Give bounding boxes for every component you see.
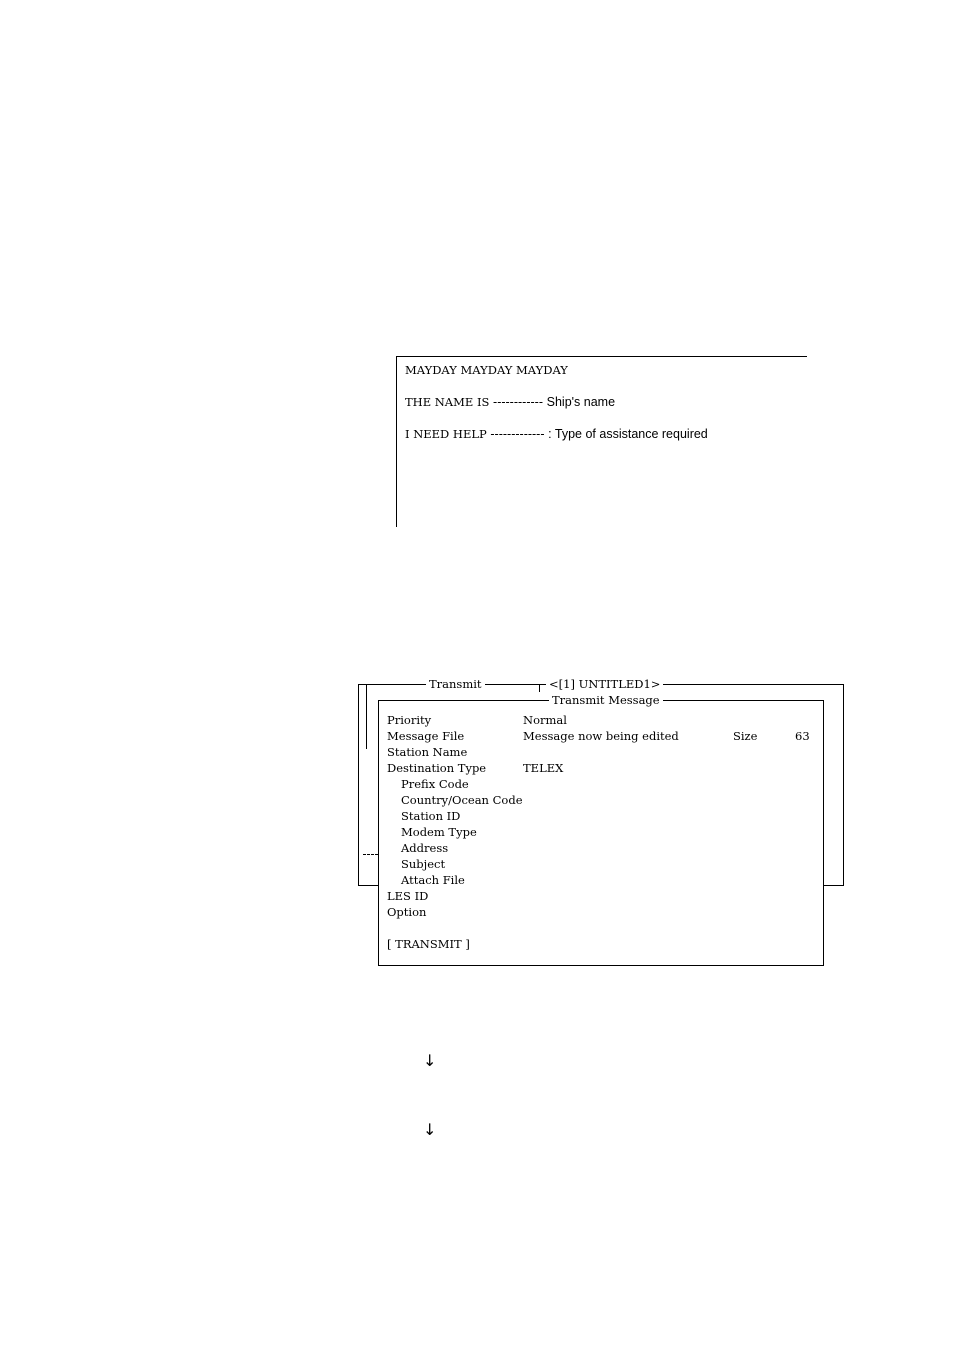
field-station-name-label[interactable]: Station Name: [387, 745, 468, 759]
field-les-id-label[interactable]: LES ID: [387, 889, 429, 903]
editor-name-desc: Ship's name: [546, 395, 616, 409]
editor-help-dashes: -------------: [490, 427, 545, 441]
editor-help-desc: : Type of assistance required: [548, 427, 708, 441]
field-attach-file-label[interactable]: Attach File: [401, 873, 465, 887]
untitled-window-title[interactable]: <[1] UNTITLED1>: [546, 678, 663, 690]
field-address-label[interactable]: Address: [401, 841, 449, 855]
message-size-value: 63: [795, 729, 810, 743]
dialog-title: Transmit Message: [549, 694, 663, 706]
field-priority-value[interactable]: Normal: [523, 713, 567, 727]
transmit-menu-tick: [539, 684, 540, 692]
field-message-file-value[interactable]: Message now being edited: [523, 729, 679, 743]
leader-dash: [363, 854, 378, 855]
editor-name-label: THE NAME IS: [405, 395, 490, 409]
field-message-file-label[interactable]: Message File: [387, 729, 465, 743]
transmit-message-dialog: [378, 693, 824, 966]
message-size-label: Size: [733, 729, 758, 743]
editor-help-label: I NEED HELP: [405, 427, 487, 441]
editor-name-dashes: ------------: [493, 395, 543, 409]
editor-line-mayday: MAYDAY MAYDAY MAYDAY: [405, 363, 568, 377]
field-modem-type-label[interactable]: Modem Type: [401, 825, 477, 839]
field-subject-label[interactable]: Subject: [401, 857, 446, 871]
field-option-label[interactable]: Option: [387, 905, 427, 919]
field-destination-type-label[interactable]: Destination Type: [387, 761, 487, 775]
transmit-menu-title[interactable]: Transmit: [426, 678, 485, 690]
field-station-id-label[interactable]: Station ID: [401, 809, 461, 823]
editor-line-help: [405, 427, 708, 441]
down-arrow-icon: ↓: [423, 1120, 437, 1139]
field-prefix-code-label[interactable]: Prefix Code: [401, 777, 469, 791]
field-country-ocean-code-label[interactable]: Country/Ocean Code: [401, 793, 523, 807]
transmit-button[interactable]: [ TRANSMIT ]: [387, 937, 470, 951]
field-destination-type-value[interactable]: TELEX: [523, 761, 564, 775]
editor-line-name: [405, 395, 615, 409]
down-arrow-icon: ↓: [423, 1051, 437, 1070]
field-priority-label[interactable]: Priority: [387, 713, 432, 727]
message-editor[interactable]: [396, 356, 807, 527]
